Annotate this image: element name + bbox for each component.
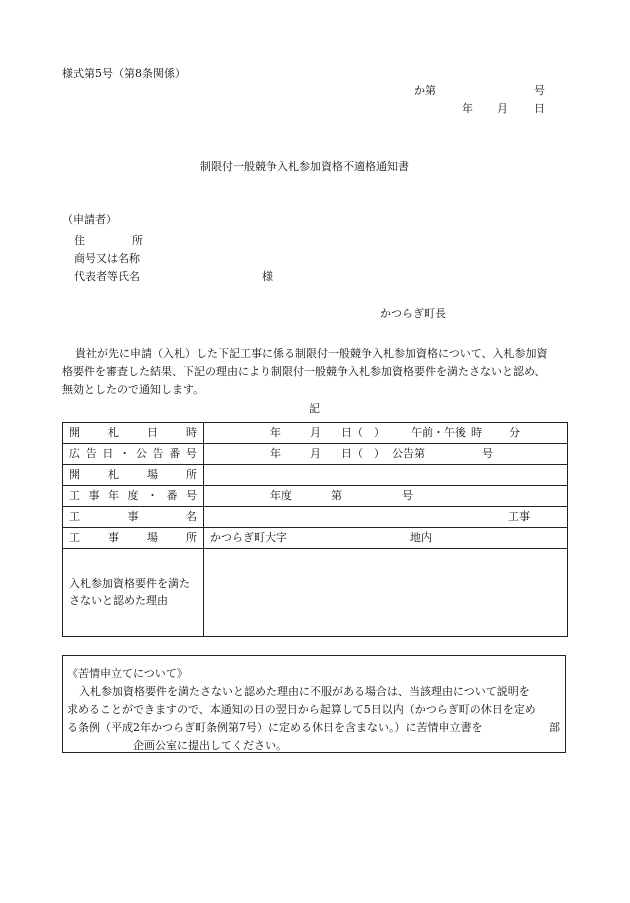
complaint-department-suffix: 部	[549, 721, 560, 734]
company-label: 商号又は名称	[74, 252, 140, 265]
label-work-year: 工 事 年 度 ・ 番 号	[69, 489, 197, 502]
representative-label: 代表者等氏名	[74, 270, 140, 283]
applicant-heading: （申請者）	[62, 213, 117, 226]
date-month: 月	[497, 102, 508, 115]
complaint-line-4: 企画公室に提出してください。	[133, 739, 287, 752]
table-row-bid-place	[63, 465, 568, 486]
label-reason: 入札参加資格要件を満た さないと認めた理由	[63, 549, 204, 637]
value-work-year[interactable]: 年度 第 号	[204, 486, 568, 507]
complaint-line-3: る条例（平成2年かつらぎ町条例第7号）に定める休日を含まない。）に苦情申立書を	[67, 721, 483, 734]
complaint-notice-box	[62, 655, 566, 753]
value-work-place[interactable]: かつらぎ町大字 地内	[204, 528, 568, 549]
table-row-work-name	[63, 507, 568, 528]
date-day: 日	[534, 102, 545, 115]
details-table	[62, 422, 568, 637]
ki-label: 記	[309, 402, 320, 415]
body-line-1: 貴社が先に申請（入札）した下記工事に係る制限付一般競争入札参加資格について、入札参加資	[75, 347, 548, 360]
body-line-2: 格要件を審査した結果、下記の理由により制限付一般競争入札参加資格要件を満たさないと認め、	[62, 365, 546, 378]
table-row-notice-date	[63, 444, 568, 465]
doc-number-prefix: か第	[414, 84, 436, 97]
honorific: 様	[262, 270, 273, 283]
table-row-work-year	[63, 486, 568, 507]
address-label-2: 所	[132, 234, 143, 247]
doc-number-suffix: 号	[534, 84, 545, 97]
complaint-line-2: 求めることができますので、本通知の日の翌日から起算して5日以内（かつらぎ町の休日を定め	[67, 703, 536, 716]
table-row-reason	[63, 549, 568, 637]
form-number: 様式第5号（第8条関係）	[62, 67, 186, 80]
value-notice-date[interactable]: 年 月 日（ ） 公告第 号	[204, 444, 568, 465]
label-notice-date: 広 告 日 ・ 公 告 番 号	[69, 447, 197, 460]
value-reason[interactable]	[204, 549, 568, 637]
label-work-place: 工 事 場 所	[69, 531, 197, 544]
issuer-name: かつらぎ町長	[380, 307, 446, 320]
value-bid-datetime[interactable]: 年 月 日（ ） 午前・午後 時 分	[204, 423, 568, 444]
label-bid-datetime: 開 札 日 時	[69, 426, 197, 439]
label-bid-place: 開 札 場 所	[69, 468, 197, 481]
table-row-work-place	[63, 528, 568, 549]
body-line-3: 無効としたので通知します。	[62, 383, 205, 396]
complaint-line-1: 入札参加資格要件を満たさないと認めた理由に不服がある場合は、当該理由について説明を	[79, 685, 530, 698]
complaint-heading: 《苦情申立てについて》	[67, 667, 188, 680]
value-work-name[interactable]: 工事	[204, 507, 568, 528]
table-row-bid-datetime	[63, 423, 568, 444]
value-bid-place[interactable]	[204, 465, 568, 486]
address-label-1: 住	[74, 234, 85, 247]
document-title: 制限付一般競争入札参加資格不適格通知書	[200, 160, 409, 173]
date-year: 年	[462, 102, 473, 115]
label-work-name: 工 事 名	[69, 510, 197, 523]
